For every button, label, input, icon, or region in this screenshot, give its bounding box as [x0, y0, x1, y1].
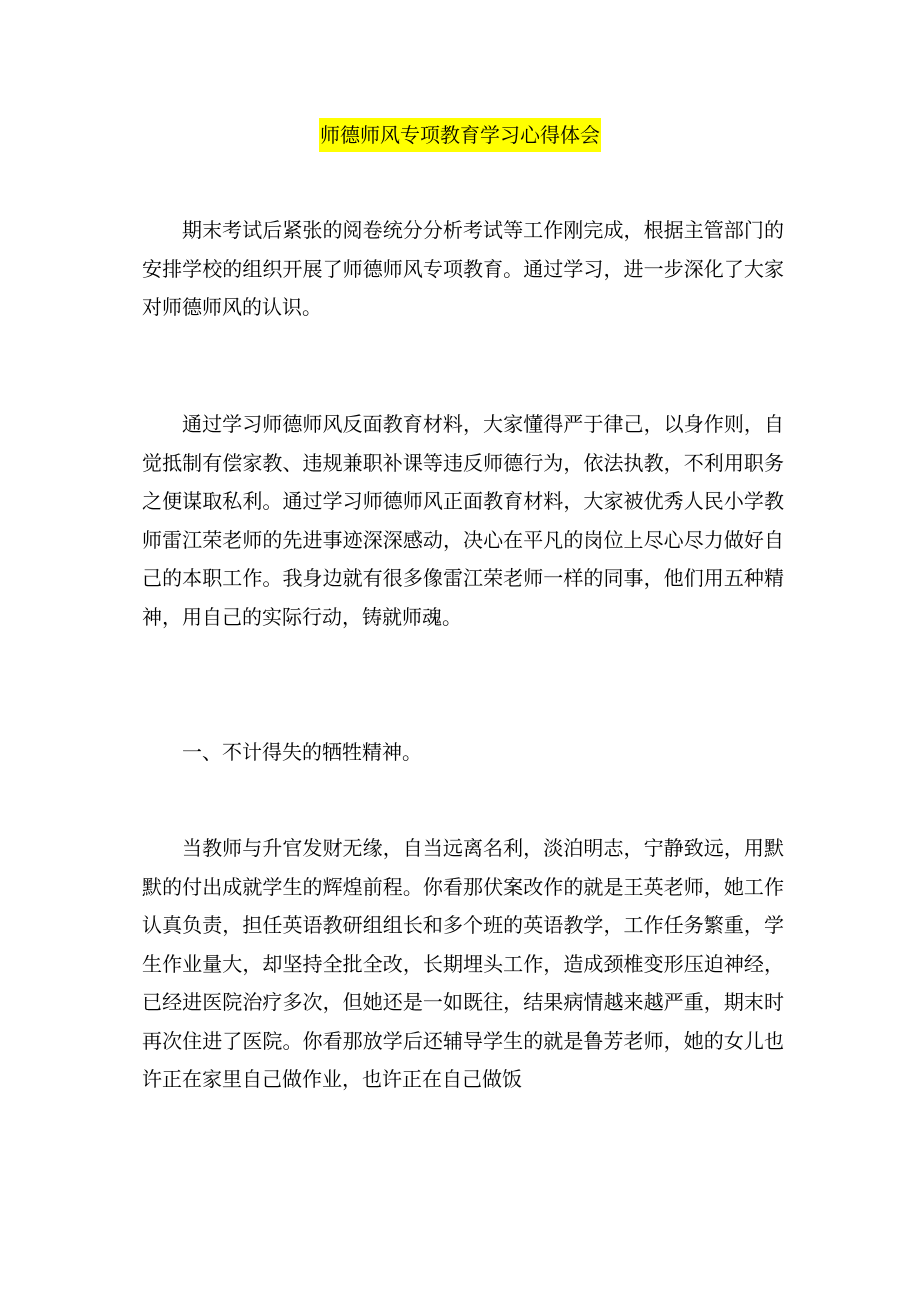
section-heading-1: 一、不计得失的牺牲精神。 — [182, 740, 422, 764]
paragraph-sacrifice: 当教师与升官发财无缘，自当远离名利，淡泊明志，宁静致远，用默默的付出成就学生的辉煌前程。你看那伏案改作的就是王英老师，她工作认真负责，担任英语教研组组长和多个班的英语教学，工作任务繁重，学生作业量大，却坚持全批全改，长期埋头工作，造成颈椎变形压迫神经，已经进医院治疗多次，但她还是一如既往，结果病情越来越严重，期末时再次住进了医院。你看那放学后还辅导学生的就是鲁芳老师，她的女儿也许正在家里自己做作业，也许正在自己做饭 — [142, 836, 784, 1091]
document-title: 师德师风专项教育学习心得体会 — [319, 118, 601, 152]
title-container — [0, 118, 920, 152]
paragraph-study: 通过学习师德师风反面教育材料，大家懂得严于律己，以身作则，自觉抵制有偿家教、违规兼职补课等违反师德行为，依法执教，不利用职务之便谋取私利。通过学习师德师风正面教育材料，大家被优秀人民小学教师雷江荣老师的先进事迹深深感动，决心在平凡的岗位上尽心尽力做好自己的本职工作。我身边就有很多像雷江荣老师一样的同事，他们用五种精神，用自己的实际行动，铸就师魂。 — [142, 412, 784, 629]
paragraph-intro: 期末考试后紧张的阅卷统分分析考试等工作刚完成，根据主管部门的安排学校的组织开展了师德师风专项教育。通过学习，进一步深化了大家对师德师风的认识。 — [142, 218, 784, 319]
